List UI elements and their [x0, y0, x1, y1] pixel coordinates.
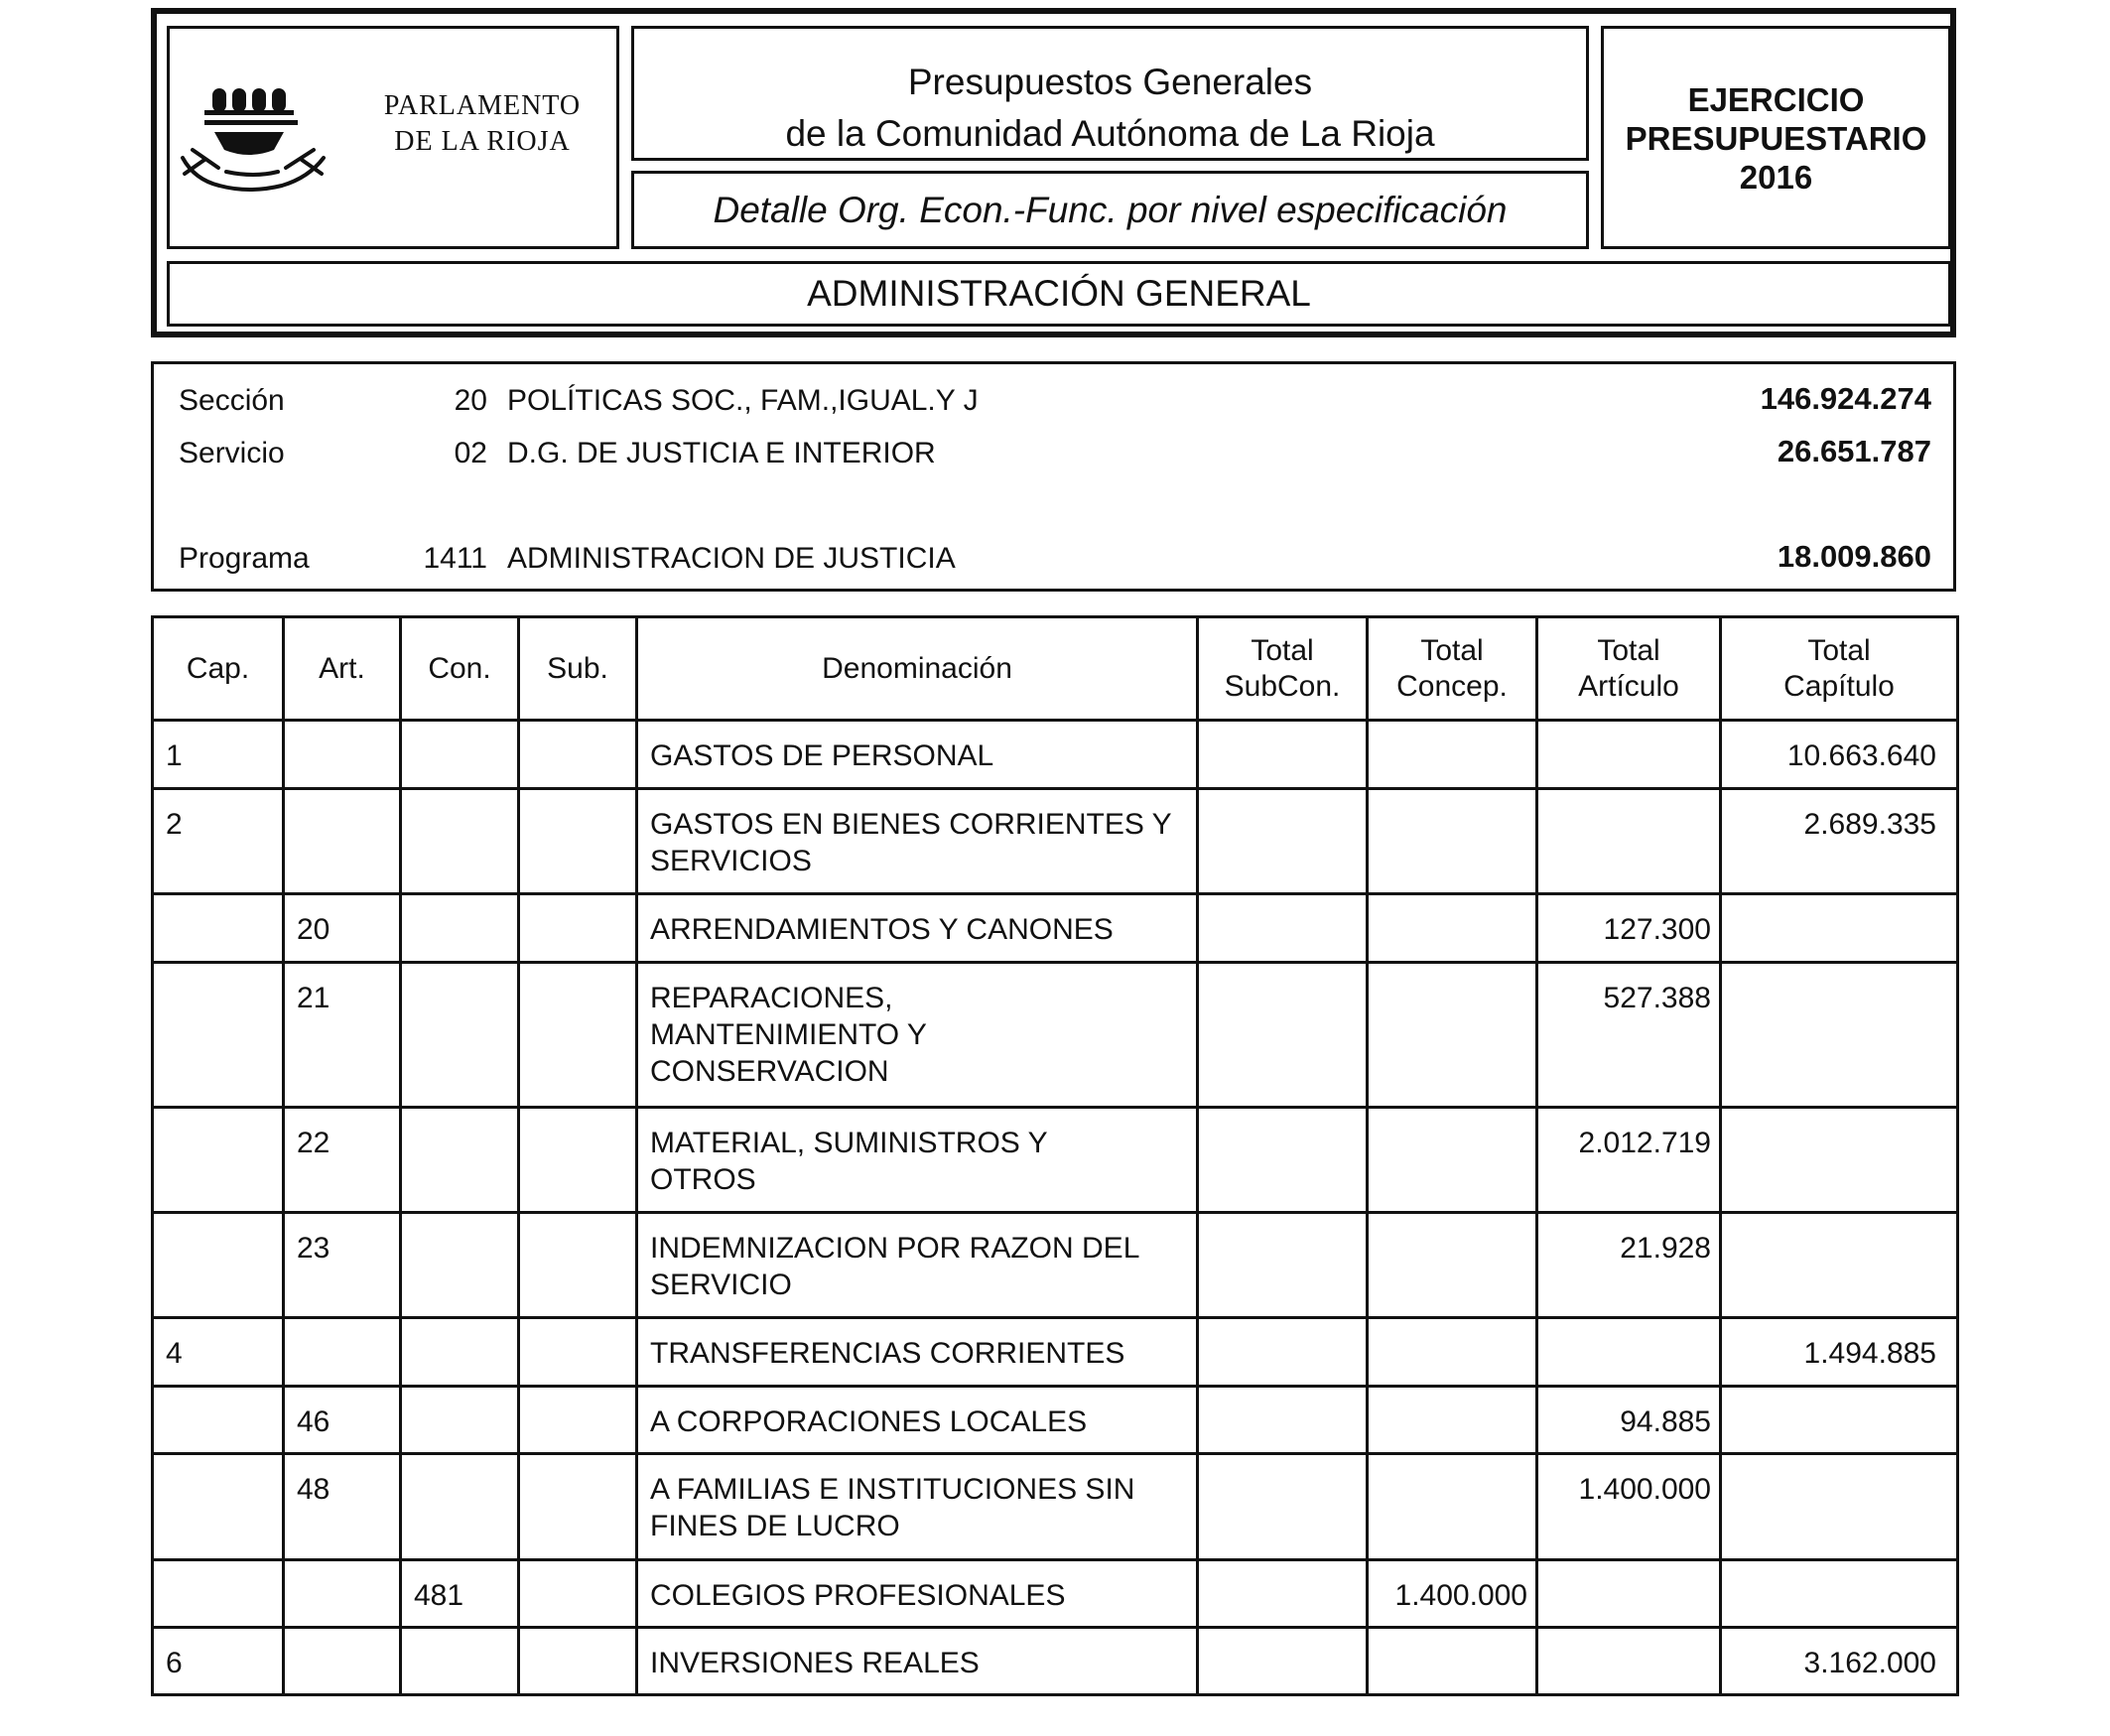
table-row	[153, 721, 1958, 789]
seccion-label: Sección	[179, 384, 285, 417]
cell-cap	[153, 1387, 284, 1454]
cell-denominacion: ARRENDAMIENTOS Y CANONES	[637, 894, 1198, 963]
servicio-amount: 26.651.787	[1777, 434, 1931, 468]
seccion-amount: 146.924.274	[1760, 381, 1931, 416]
document-title-line2: de la Comunidad Autónoma de La Rioja	[785, 113, 1435, 154]
cell-con	[401, 721, 519, 789]
logo-text-line1: PARLAMENTO	[383, 90, 582, 121]
cell-con	[401, 1213, 519, 1318]
cell-total-capitulo: 1.494.885	[1721, 1318, 1958, 1387]
cell-total-capitulo	[1721, 1108, 1958, 1213]
cell-sub	[519, 721, 637, 789]
cell-cap	[153, 963, 284, 1108]
cell-denominacion: COLEGIOS PROFESIONALES	[637, 1560, 1198, 1628]
cell-total-subcon	[1198, 1387, 1368, 1454]
servicio-code: 02	[454, 437, 487, 469]
cell-sub	[519, 894, 637, 963]
budget-detail-table	[151, 615, 1959, 1696]
table-row	[153, 1560, 1958, 1628]
header-cap: Cap.	[153, 617, 284, 721]
programa-label: Programa	[179, 542, 310, 575]
programa-name: ADMINISTRACION DE JUSTICIA	[507, 542, 956, 575]
cell-total-articulo	[1537, 1628, 1721, 1695]
cell-art: 20	[284, 894, 401, 963]
cell-art: 22	[284, 1108, 401, 1213]
cell-denominacion: INDEMNIZACION POR RAZON DEL SERVICIO	[637, 1213, 1198, 1318]
cell-sub	[519, 963, 637, 1108]
cell-total-subcon	[1198, 963, 1368, 1108]
cell-total-articulo	[1537, 721, 1721, 789]
table-row	[153, 1387, 1958, 1454]
cell-total-articulo: 2.012.719	[1537, 1108, 1721, 1213]
table-row	[153, 894, 1958, 963]
cell-sub	[519, 1108, 637, 1213]
cell-total-subcon	[1198, 789, 1368, 894]
title-box	[631, 26, 1589, 161]
header-denominacion: Denominación	[637, 617, 1198, 721]
cell-denominacion: GASTOS DE PERSONAL	[637, 721, 1198, 789]
cell-total-capitulo	[1721, 1387, 1958, 1454]
cell-cap: 6	[153, 1628, 284, 1695]
header-total-capitulo-line2: Capítulo	[1783, 669, 1895, 703]
cell-sub	[519, 1318, 637, 1387]
cell-total-concep	[1368, 1108, 1537, 1213]
servicio-name: D.G. DE JUSTICIA E INTERIOR	[507, 437, 936, 469]
parliament-logo-icon	[175, 68, 343, 198]
header-total-capitulo-line1: Total	[1807, 633, 1871, 667]
cell-total-capitulo	[1721, 1213, 1958, 1318]
fiscal-year-value: 2016	[1739, 159, 1813, 196]
cell-total-capitulo	[1721, 894, 1958, 963]
table-row	[153, 1628, 1958, 1695]
table-row	[153, 1108, 1958, 1213]
logo-box	[167, 26, 619, 249]
header-total-concep-line2: Concep.	[1396, 669, 1508, 703]
cell-art	[284, 721, 401, 789]
cell-con	[401, 894, 519, 963]
cell-cap	[153, 1213, 284, 1318]
cell-total-concep	[1368, 1454, 1537, 1560]
cell-art	[284, 1628, 401, 1695]
cell-cap: 2	[153, 789, 284, 894]
budget-section-info	[151, 361, 1956, 592]
table-row	[153, 1454, 1958, 1560]
cell-sub	[519, 1560, 637, 1628]
cell-total-concep	[1368, 1213, 1537, 1318]
cell-art: 48	[284, 1454, 401, 1560]
cell-total-articulo	[1537, 789, 1721, 894]
cell-total-capitulo: 3.162.000	[1721, 1628, 1958, 1695]
header-total-subcon-line2: SubCon.	[1224, 669, 1341, 703]
cell-con	[401, 1454, 519, 1560]
header-total-articulo-line1: Total	[1597, 633, 1660, 667]
cell-con: 481	[401, 1560, 519, 1628]
cell-art: 23	[284, 1213, 401, 1318]
cell-denominacion: INVERSIONES REALES	[637, 1628, 1198, 1695]
cell-total-articulo	[1537, 1560, 1721, 1628]
cell-total-subcon	[1198, 1318, 1368, 1387]
cell-cap	[153, 894, 284, 963]
cell-con	[401, 789, 519, 894]
cell-art	[284, 789, 401, 894]
cell-denominacion: TRANSFERENCIAS CORRIENTES	[637, 1318, 1198, 1387]
cell-sub	[519, 1213, 637, 1318]
cell-total-articulo: 527.388	[1537, 963, 1721, 1108]
cell-art	[284, 1318, 401, 1387]
fiscal-year-line1: EJERCICIO	[1687, 81, 1865, 118]
cell-total-capitulo: 2.689.335	[1721, 789, 1958, 894]
cell-total-articulo: 1.400.000	[1537, 1454, 1721, 1560]
cell-total-subcon	[1198, 721, 1368, 789]
cell-denominacion: MATERIAL, SUMINISTROS Y OTROS	[637, 1108, 1198, 1213]
fiscal-year-line2: PRESUPUESTARIO	[1625, 120, 1927, 157]
cell-con	[401, 963, 519, 1108]
header-total-concep-line1: Total	[1420, 633, 1484, 667]
cell-con	[401, 1628, 519, 1695]
cell-total-concep: 1.400.000	[1368, 1560, 1537, 1628]
cell-art	[284, 1560, 401, 1628]
header-con: Con.	[401, 617, 519, 721]
cell-total-concep	[1368, 789, 1537, 894]
cell-denominacion: REPARACIONES, MANTENIMIENTO Y CONSERVACION	[637, 963, 1198, 1108]
cell-cap: 1	[153, 721, 284, 789]
cell-total-capitulo	[1721, 1560, 1958, 1628]
fiscal-year-box	[1601, 26, 1951, 249]
cell-art: 21	[284, 963, 401, 1108]
administration-box	[167, 261, 1951, 327]
cell-cap	[153, 1560, 284, 1628]
cell-total-concep	[1368, 963, 1537, 1108]
cell-sub	[519, 1387, 637, 1454]
table-row	[153, 963, 1958, 1108]
cell-denominacion: A FAMILIAS E INSTITUCIONES SIN FINES DE LUCRO	[637, 1454, 1198, 1560]
cell-denominacion: GASTOS EN BIENES CORRIENTES Y SERVICIOS	[637, 789, 1198, 894]
header-total-subcon-line1: Total	[1251, 633, 1314, 667]
cell-total-subcon	[1198, 894, 1368, 963]
programa-code: 1411	[423, 542, 487, 575]
table-row	[153, 1213, 1958, 1318]
cell-total-concep	[1368, 1318, 1537, 1387]
cell-cap	[153, 1108, 284, 1213]
cell-total-subcon	[1198, 1108, 1368, 1213]
cell-art: 46	[284, 1387, 401, 1454]
seccion-code: 20	[454, 384, 487, 417]
cell-denominacion: A CORPORACIONES LOCALES	[637, 1387, 1198, 1454]
programa-amount: 18.009.860	[1777, 539, 1931, 574]
subtitle-box	[631, 171, 1589, 249]
header-sub: Sub.	[519, 617, 637, 721]
cell-total-articulo: 94.885	[1537, 1387, 1721, 1454]
header-total-concep	[1368, 617, 1537, 721]
header-total-subcon	[1198, 617, 1368, 721]
administration-title: ADMINISTRACIÓN GENERAL	[807, 273, 1311, 314]
cell-total-capitulo	[1721, 1454, 1958, 1560]
cell-total-articulo	[1537, 1318, 1721, 1387]
cell-sub	[519, 789, 637, 894]
cell-total-articulo: 127.300	[1537, 894, 1721, 963]
header-total-articulo	[1537, 617, 1721, 721]
cell-cap	[153, 1454, 284, 1560]
table-row	[153, 789, 1958, 894]
cell-total-subcon	[1198, 1560, 1368, 1628]
document-header	[151, 8, 1956, 337]
cell-sub	[519, 1454, 637, 1560]
cell-total-capitulo: 10.663.640	[1721, 721, 1958, 789]
cell-total-subcon	[1198, 1454, 1368, 1560]
cell-total-capitulo	[1721, 963, 1958, 1108]
document-subtitle: Detalle Org. Econ.-Func. por nivel especificación	[713, 190, 1508, 230]
cell-total-subcon	[1198, 1213, 1368, 1318]
cell-con	[401, 1318, 519, 1387]
seccion-name: POLÍTICAS SOC., FAM.,IGUAL.Y J	[507, 384, 979, 417]
cell-total-concep	[1368, 1628, 1537, 1695]
cell-con	[401, 1387, 519, 1454]
servicio-label: Servicio	[179, 437, 285, 469]
cell-sub	[519, 1628, 637, 1695]
document-title-line1: Presupuestos Generales	[907, 62, 1313, 102]
cell-total-subcon	[1198, 1628, 1368, 1695]
header-art: Art.	[284, 617, 401, 721]
cell-total-concep	[1368, 721, 1537, 789]
table-header-row	[153, 617, 1958, 721]
cell-total-articulo: 21.928	[1537, 1213, 1721, 1318]
cell-cap: 4	[153, 1318, 284, 1387]
cell-con	[401, 1108, 519, 1213]
cell-total-concep	[1368, 1387, 1537, 1454]
header-total-articulo-line2: Artículo	[1578, 669, 1679, 703]
logo-text-line2: DE LA RIOJA	[394, 126, 571, 157]
cell-total-concep	[1368, 894, 1537, 963]
header-total-capitulo	[1721, 617, 1958, 721]
table-row	[153, 1318, 1958, 1387]
